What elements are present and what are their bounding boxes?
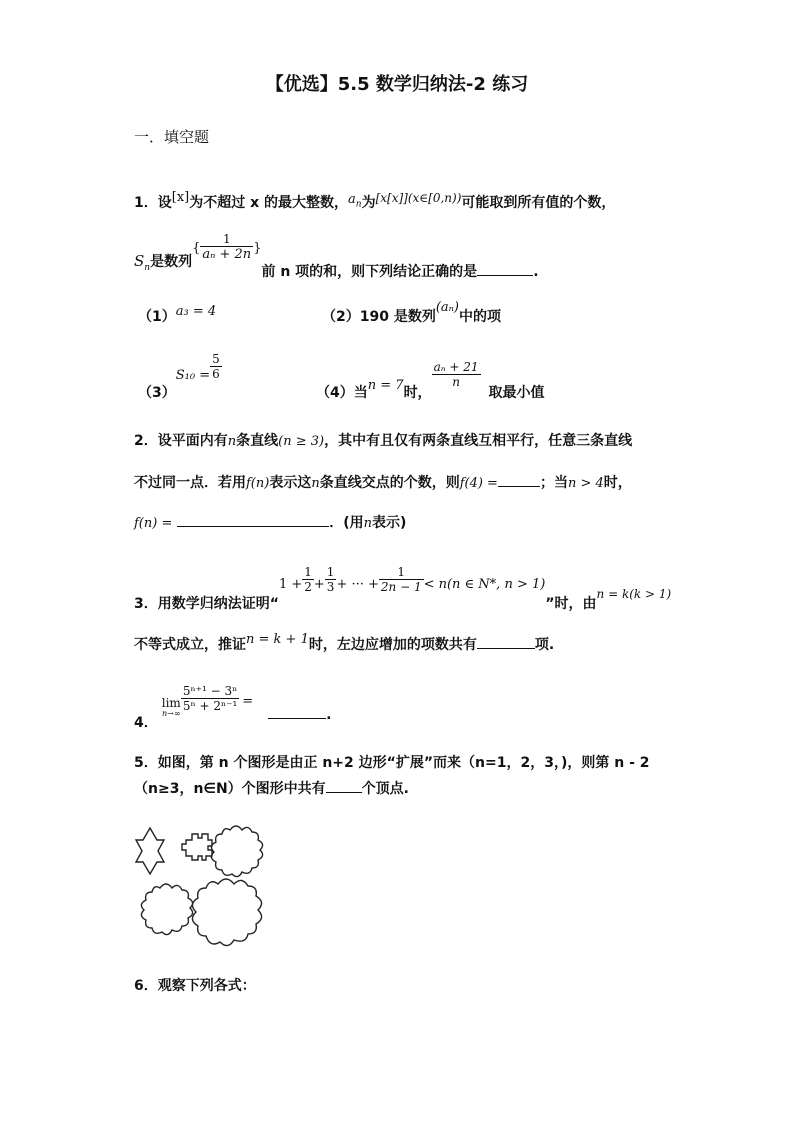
q2-line3: f(n) = ．(用n表示) bbox=[134, 512, 406, 532]
figure-snowflake-3 bbox=[192, 879, 261, 946]
q1-option-3: （3）S₁₀ = $\frac{5}{6}$ bbox=[138, 352, 220, 401]
q1-option-2: （2）190 是数列(aₙ)中的项 bbox=[322, 300, 502, 325]
figure-cross-shape bbox=[182, 834, 212, 860]
q3-answer-blank[interactable] bbox=[477, 634, 535, 649]
q1-line1: 1．设[x]为不超过 x 的最大整数，$a_n$为[x[x]](x∈[0,n))可能取到所有值的个数， bbox=[134, 190, 616, 211]
q1-fraction: $\frac{1}{\text{aₙ + 2n}}$ bbox=[202, 232, 252, 262]
q2-line2: 不过同一点．若用f(n)表示这n条直线交点的个数，则f(4) = ；当n > 4时， bbox=[134, 472, 632, 492]
page-title: 【优选】5.5 数学归纳法-2 练习 bbox=[265, 74, 529, 95]
q2-answer-blank-1[interactable] bbox=[498, 472, 540, 487]
figure-star-hexagram bbox=[136, 828, 164, 874]
q5-line1: 5．如图，第 n 个图形是由正 n+2 边形“扩展”而来（n=1，2，3，)，则第 n - 2 bbox=[134, 755, 650, 771]
section-heading: 一．填空题 bbox=[134, 128, 210, 146]
q4-answer-blank[interactable] bbox=[268, 704, 326, 719]
q3-line1: 3．用数学归纳法证明“1 + $\frac{1}{2}$ + $\frac{1}{3}$ + ··· + $\frac{1}{2n - 1}$ < n(n ∈ N*, n > 1)”时，由n = k(k > 1) bbox=[134, 565, 672, 612]
q5-answer-blank[interactable] bbox=[326, 778, 362, 793]
figure-snowflake-1 bbox=[211, 826, 262, 877]
q1-line2: $S_n$是数列{ $\frac{1}{\text{aₙ + 2n}}$ }前 n 项的和，则下列结论正确的是 . bbox=[134, 232, 539, 280]
q2-line1: 2．设平面内有n条直线(n ≥ 3)，其中有且仅有两条直线互相平行，任意三条直线 bbox=[134, 433, 633, 449]
figure-snowflake-2 bbox=[141, 884, 192, 935]
q6-line1: 6．观察下列各式： bbox=[134, 978, 256, 994]
q4-line: 4． lim n→∞ $\frac{\text{5ⁿ⁺¹ − 3ⁿ}}{\text{5ⁿ + 2ⁿ⁻¹}}$ = . bbox=[134, 684, 332, 731]
q5-line2: （n≥3，n∈N）个图形中共有 个顶点. bbox=[134, 778, 409, 798]
q1-answer-blank[interactable] bbox=[477, 261, 533, 276]
q2-answer-blank-2[interactable] bbox=[177, 512, 329, 527]
q1-option-1: （1）a₃ = 4 bbox=[138, 304, 217, 325]
q3-line2: 不等式成立，推证n = k + 1时，左边应增加的项数共有 项. bbox=[134, 632, 555, 653]
q1-option-4: （4）当n = 7时， $\frac{\text{aₙ + 21}}{n}$ 取最小值 bbox=[316, 360, 545, 401]
